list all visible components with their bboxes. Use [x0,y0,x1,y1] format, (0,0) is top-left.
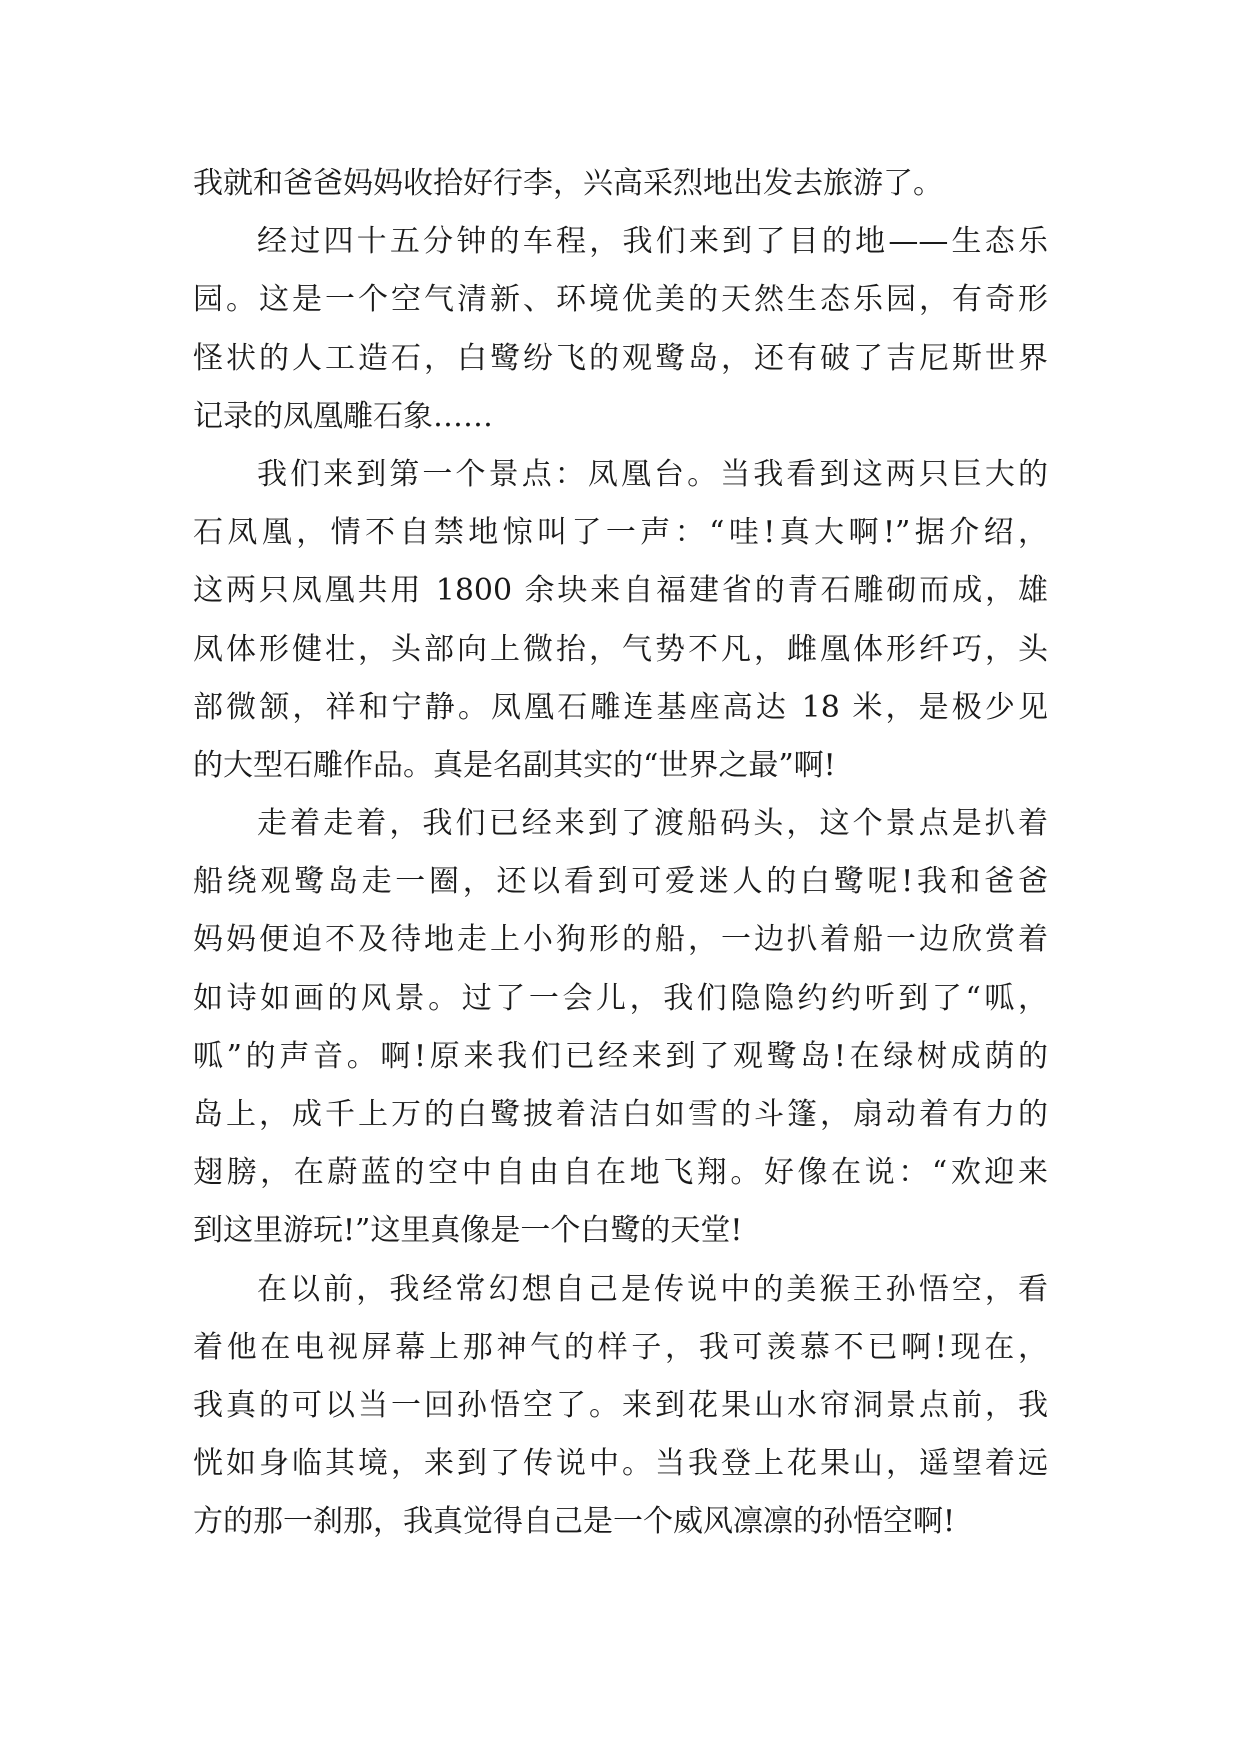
paragraph-first-line: 我们来到第一个景点：凤凰台。当我看到这两只巨大的 [257,456,1048,492]
text-line: 如诗如画的风景。过了一会儿，我们隐隐约约听到了“呱， [193,980,1048,1016]
text-line: 园。这是一个空气清新、环境优美的天然生态乐园，有奇形 [193,282,1048,318]
paragraph-first-line: 经过四十五分钟的车程，我们来到了目的地——生态乐 [257,224,1048,260]
text-line: 呱”的声音。啊!原来我们已经来到了观鹭岛!在绿树成荫的 [193,1038,1048,1074]
text-line: 我真的可以当一回孙悟空了。来到花果山水帘洞景点前，我 [193,1387,1048,1423]
text-line: 这两只凤凰共用 1800 余块来自福建省的青石雕砌而成，雄 [193,573,1048,609]
paragraph-first-line: 走着走着，我们已经来到了渡船码头，这个景点是扒着 [257,806,1048,842]
text-line: 的大型石雕作品。真是名副其实的“世界之最”啊! [193,747,836,783]
paragraph-first-line: 在以前，我经常幻想自己是传说中的美猴王孙悟空，看 [257,1271,1048,1307]
text-line: 着他在电视屏幕上那神气的样子，我可羡慕不已啊!现在， [193,1329,1048,1365]
text-line: 方的那一刹那，我真觉得自己是一个威风凛凛的孙悟空啊! [193,1504,956,1540]
text-line: 妈妈便迫不及待地走上小狗形的船，一边扒着船一边欣赏着 [193,922,1048,958]
body-text [193,155,1048,1552]
text-line: 记录的凤凰雕石象…… [193,398,493,434]
text-line: 石凤凰，情不自禁地惊叫了一声：“哇!真大啊!”据介绍， [193,515,1048,551]
text-line: 部微颔，祥和宁静。凤凰石雕连基座高达 18 米，是极少见 [193,689,1048,725]
text-line: 翅膀，在蔚蓝的空中自由自在地飞翔。好像在说：“欢迎来 [193,1155,1048,1191]
text-line: 我就和爸爸妈妈收拾好行李，兴高采烈地出发去旅游了。 [193,166,943,201]
text-line: 怪状的人工造石，白鹭纷飞的观鹭岛，还有破了吉尼斯世界 [193,340,1048,376]
text-line: 恍如身临其境，来到了传说中。当我登上花果山，遥望着远 [193,1446,1048,1482]
text-line: 岛上，成千上万的白鹭披着洁白如雪的斗篷，扇动着有力的 [193,1097,1048,1132]
text-line: 船绕观鹭岛走一圈，还以看到可爱迷人的白鹭呢!我和爸爸 [193,864,1048,900]
text-line: 凤体形健壮，头部向上微抬，气势不凡，雌凰体形纤巧，头 [193,631,1048,667]
text-line: 到这里游玩!”这里真像是一个白鹭的天堂! [193,1213,743,1249]
